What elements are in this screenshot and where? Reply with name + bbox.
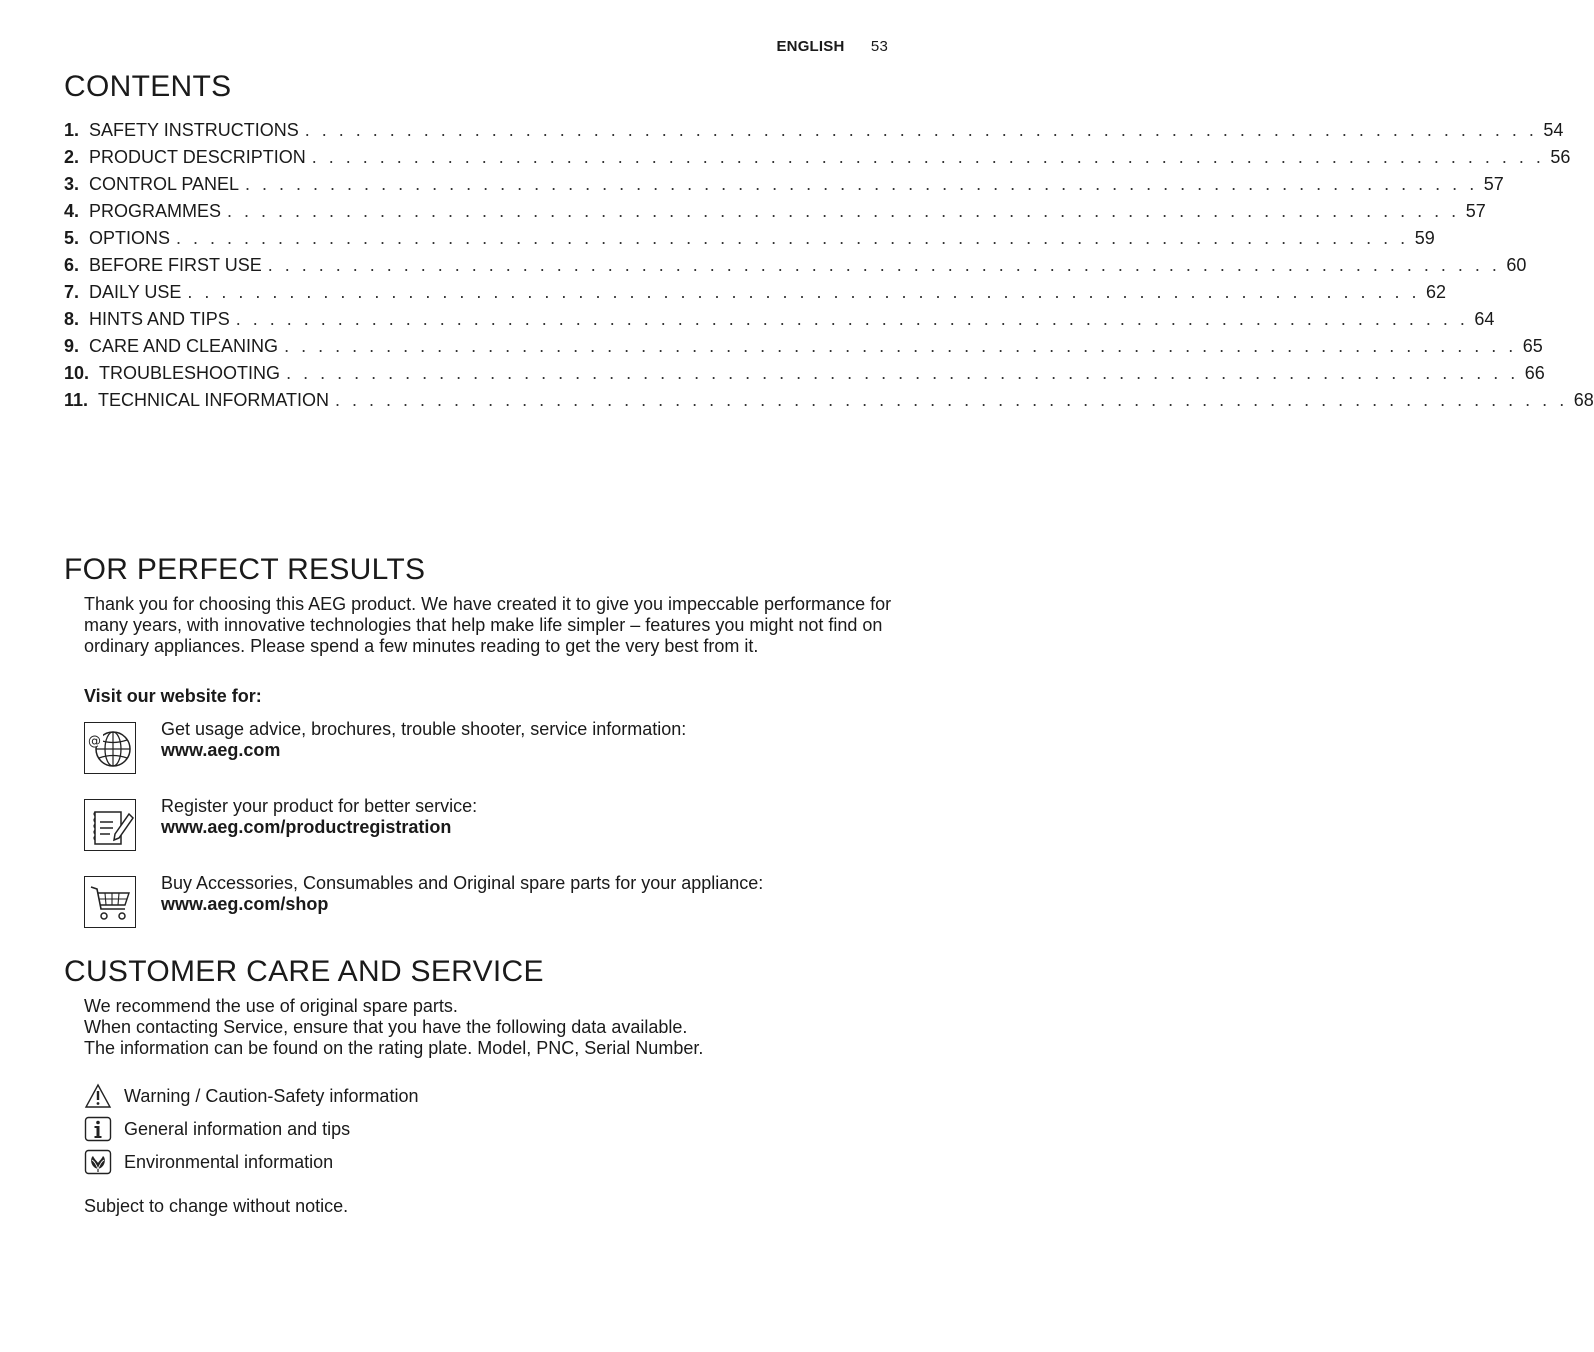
toc-number: 3.: [64, 174, 80, 194]
text-line: The information can be found on the rating plate. Model, PNC, Serial Number.: [84, 1038, 704, 1058]
toc-page: 57: [1465, 201, 1486, 221]
visit-label: Visit our website for:: [84, 686, 262, 706]
intro-paragraph: Thank you for choosing this AEG product. We have created it to give you impeccable performance for many years, with innovative technologies that help make life simpler – features you might not find on ordinary appliances. Please spend a few minutes reading to get the very best from it.: [84, 594, 892, 656]
toc-leader: . . . . . . . . . . . . . . . . . . . . . . . . . . . . . . . . . . . . . . . . . . . . . . . . . . . . . . . . . . . . . . . . . . . . . . . . .: [245, 174, 1478, 194]
svg-text:@: @: [88, 734, 101, 749]
website-description: Buy Accessories, Consumables and Original spare parts for your appliance:: [161, 873, 764, 893]
website-link[interactable]: www.aeg.com/shop: [161, 894, 329, 914]
toc-leader: . . . . . . . . . . . . . . . . . . . . . . . . . . . . . . . . . . . . . . . . . . . . . . . . . . . . . . . . . . . . . . . . . . . . . . . . .: [227, 201, 1460, 221]
website-entry-2: [161, 796, 477, 838]
legend-info: [84, 1116, 350, 1142]
legend-warning: [84, 1083, 418, 1109]
page-number: 53: [870, 38, 888, 55]
globe-at-icon: [84, 722, 136, 774]
toc-page: 66: [1524, 363, 1545, 383]
toc-page: 56: [1550, 147, 1571, 167]
environment-leaf-icon: [84, 1149, 112, 1175]
website-description: Register your product for better service:: [161, 796, 478, 816]
toc-page: 59: [1414, 228, 1435, 248]
website-description: Get usage advice, brochures, trouble shooter, service information:: [161, 719, 687, 739]
toc-page: 64: [1474, 309, 1495, 329]
toc-number: 8.: [64, 309, 80, 329]
contents-title: CONTENTS: [64, 70, 232, 103]
customer-care-title: CUSTOMER CARE AND SERVICE: [64, 955, 544, 988]
legend-text: General information and tips: [124, 1118, 351, 1139]
toc-item[interactable]: [64, 282, 1447, 309]
toc-item[interactable]: [64, 363, 1545, 390]
toc-number: 7.: [64, 282, 80, 302]
toc-leader: . . . . . . . . . . . . . . . . . . . . . . . . . . . . . . . . . . . . . . . . . . . . . . . . . . . . . . . . . . . . . . . . . . . . . . . . .: [187, 282, 1421, 302]
language-label: ENGLISH: [776, 38, 845, 55]
toc-page: 54: [1543, 120, 1564, 140]
info-icon: [84, 1116, 112, 1142]
toc-number: 2.: [64, 147, 80, 167]
website-entry-1: [161, 719, 686, 761]
text-line: When contacting Service, ensure that you have the following data available.: [84, 1017, 688, 1037]
toc-title: HINTS AND TIPS: [89, 309, 230, 329]
customer-care-text: [84, 996, 900, 1059]
website-entry-3: [161, 873, 763, 915]
toc-item[interactable]: [64, 336, 1543, 363]
toc-leader: . . . . . . . . . . . . . . . . . . . . . . . . . . . . . . . . . . . . . . . . . . . . . . . . . . . . . . . . . . . . . . . . . . . . . . . . .: [286, 363, 1519, 383]
toc-leader: . . . . . . . . . . . . . . . . . . . . . . . . . . . . . . . . . . . . . . . . . . . . . . . . . . . . . . . . . . . . . . . . . . . . . . . . .: [284, 336, 1517, 356]
website-link[interactable]: www.aeg.com: [161, 740, 281, 760]
toc-item[interactable]: [64, 201, 1486, 228]
toc-item[interactable]: [64, 390, 1594, 417]
toc-page: 68: [1573, 390, 1594, 410]
toc-title: DAILY USE: [89, 282, 182, 302]
toc-number: 6.: [64, 255, 80, 275]
toc-title: TECHNICAL INFORMATION: [98, 390, 330, 410]
toc-number: 11.: [64, 390, 89, 410]
toc-leader: . . . . . . . . . . . . . . . . . . . . . . . . . . . . . . . . . . . . . . . . . . . . . . . . . . . . . . . . . . . . . . . . . . . . . . . . .: [235, 309, 1469, 329]
toc-title: PROGRAMMES: [89, 201, 222, 221]
website-link[interactable]: www.aeg.com/productregistration: [161, 817, 452, 837]
toc-title: SAFETY INSTRUCTIONS: [89, 120, 299, 140]
register-pencil-icon: [84, 799, 136, 851]
toc-title: OPTIONS: [89, 228, 171, 248]
toc-leader: . . . . . . . . . . . . . . . . . . . . . . . . . . . . . . . . . . . . . . . . . . . . . . . . . . . . . . . . . . . . . . . . . . . . . . . . .: [304, 120, 1538, 140]
toc-title: PRODUCT DESCRIPTION: [89, 147, 306, 167]
toc-number: 5.: [64, 228, 80, 248]
perfect-results-title: FOR PERFECT RESULTS: [64, 553, 426, 586]
toc-item[interactable]: [64, 309, 1495, 336]
toc-title: CONTROL PANEL: [89, 174, 240, 194]
toc-page: 57: [1483, 174, 1504, 194]
toc-number: 10.: [64, 363, 90, 383]
toc-page: 60: [1506, 255, 1527, 275]
shopping-cart-icon: [84, 876, 136, 928]
toc-title: CARE AND CLEANING: [89, 336, 279, 356]
warning-triangle-icon: [84, 1083, 112, 1109]
toc-leader: . . . . . . . . . . . . . . . . . . . . . . . . . . . . . . . . . . . . . . . . . . . . . . . . . . . . . . . . . . . . . . . . . . . . . . . . .: [267, 255, 1501, 275]
toc-number: 4.: [64, 201, 80, 221]
toc-item[interactable]: [64, 228, 1435, 255]
legend-environment: [84, 1149, 333, 1175]
legend-text: Environmental information: [124, 1151, 334, 1172]
page-header: [776, 38, 888, 55]
text-line: We recommend the use of original spare parts.: [84, 996, 458, 1016]
legend-text: Warning / Caution-Safety information: [124, 1085, 419, 1106]
toc-page: 62: [1426, 282, 1447, 302]
table-of-contents: [64, 120, 1594, 417]
toc-title: TROUBLESHOOTING: [99, 363, 281, 383]
toc-page: 65: [1522, 336, 1543, 356]
toc-leader: . . . . . . . . . . . . . . . . . . . . . . . . . . . . . . . . . . . . . . . . . . . . . . . . . . . . . . . . . . . . . . . . . . . . . . . . .: [311, 147, 1545, 167]
change-notice: Subject to change without notice.: [84, 1196, 349, 1216]
toc-item[interactable]: [64, 255, 1527, 282]
toc-item[interactable]: [64, 120, 1564, 147]
toc-title: BEFORE FIRST USE: [89, 255, 262, 275]
toc-number: 1.: [64, 120, 80, 140]
toc-number: 9.: [64, 336, 80, 356]
toc-item[interactable]: [64, 147, 1571, 174]
toc-item[interactable]: [64, 174, 1504, 201]
toc-leader: . . . . . . . . . . . . . . . . . . . . . . . . . . . . . . . . . . . . . . . . . . . . . . . . . . . . . . . . . . . . . . . . . . . . . . . . .: [335, 390, 1568, 410]
toc-leader: . . . . . . . . . . . . . . . . . . . . . . . . . . . . . . . . . . . . . . . . . . . . . . . . . . . . . . . . . . . . . . . . . . . . . . . . .: [176, 228, 1409, 248]
